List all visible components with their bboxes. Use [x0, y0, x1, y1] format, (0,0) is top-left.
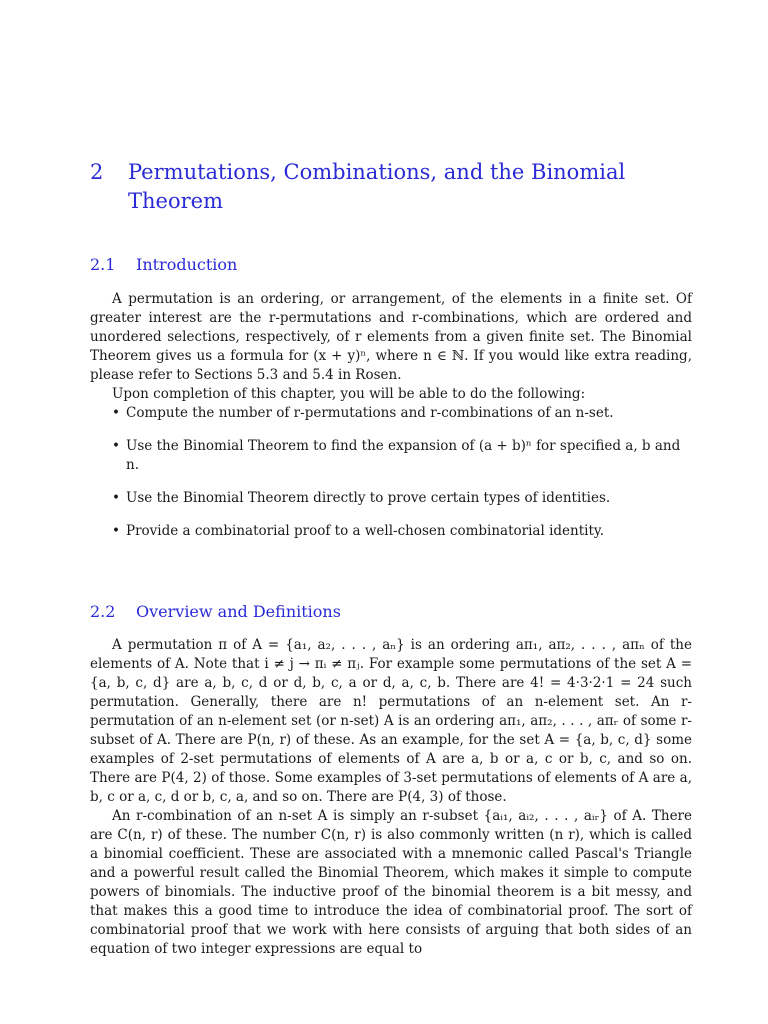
objective-text: Use the Binomial Theorem to find the expansion of (a + b)ⁿ for specified a, b and n.	[126, 438, 681, 473]
objectives-lead: Upon completion of this chapter, you will be able to do the following:	[112, 386, 586, 402]
list-item	[90, 404, 692, 423]
overview-paragraph-1: A permutation π of A = {a₁, a₂, . . . , aₙ} is an ordering aπ₁, aπ₂, . . . , aπₙ of the elements of A. Note that i ≠ j → πᵢ ≠ πⱼ. For example some permutations of the set A = {a, b, c, d} are a, b, c, d or d, b, c, a or d, a, c, b. There are 4! = 4·3·2·1 = 24 such permutation. Generally, there are n! permutations of an n-element set. An r-permutation of an n-element set (or n-set) A is an ordering aπ₁, aπ₂, . . . , aπᵣ of some r-subset of A. There are P(n, r) of these. As an example, for the set A = {a, b, c, d} some examples of 2-set permutations of elements of A are a, b or a, c or b, c, and so on. There are P(4, 2) of those. Some examples of 3-set permutations of elements of A are a, b, c or a, c, d or b, c, a, and so on. There are P(4, 3) of those.	[90, 637, 692, 805]
intro-paragraph: A permutation is an ordering, or arrangement, of the elements in a finite set. Of greater interest are the r-permutations and r-combinations, which are ordered and unordered selections, respectively, of r elements from a given finite set. The Binomial Theorem gives us a formula for (x + y)ⁿ, where n ∈ ℕ. If you would like extra reading, please refer to Sections 5.3 and 5.4 in Rosen.	[90, 291, 692, 383]
chapter-heading	[90, 158, 692, 216]
section-number: 2.1	[90, 255, 116, 274]
section-heading-overview	[90, 601, 692, 623]
objective-text: Use the Binomial Theorem directly to prove certain types of identities.	[126, 490, 611, 506]
objectives-list	[90, 404, 692, 541]
chapter-title: Permutations, Combinations, and the Binomial Theorem	[128, 160, 626, 213]
objective-text: Compute the number of r-permutations and r-combinations of an n-set.	[126, 405, 614, 421]
section-title: Overview and Definitions	[136, 602, 341, 621]
chapter-number: 2	[90, 160, 104, 184]
page-content	[90, 158, 692, 959]
objective-text: Provide a combinatorial proof to a well-chosen combinatorial identity.	[126, 523, 605, 539]
list-item	[90, 522, 692, 541]
bullet-icon: •	[112, 523, 120, 539]
list-item	[90, 437, 692, 475]
list-item	[90, 489, 692, 508]
bullet-icon: •	[112, 438, 120, 454]
bullet-icon: •	[112, 405, 120, 421]
bullet-icon: •	[112, 490, 120, 506]
overview-paragraph-2: An r-combination of an n-set A is simply an r-subset {aᵢ₁, aᵢ₂, . . . , aᵢᵣ} of A. There are C(n, r) of these. The number C(n, r) is also commonly written (n r), which is called a binomial coefficient. These are associated with a mnemonic called Pascal's Triangle and a powerful result called the Binomial Theorem, which makes it simple to compute powers of binomials. The inductive proof of the binomial theorem is a bit messy, and that makes this a good time to introduce the idea of combinatorial proof. The sort of combinatorial proof that we work with here consists of arguing that both sides of an equation of two integer expressions are equal to	[90, 808, 692, 957]
section-number: 2.2	[90, 602, 116, 621]
section-title: Introduction	[136, 255, 238, 274]
section-heading-introduction	[90, 254, 692, 276]
